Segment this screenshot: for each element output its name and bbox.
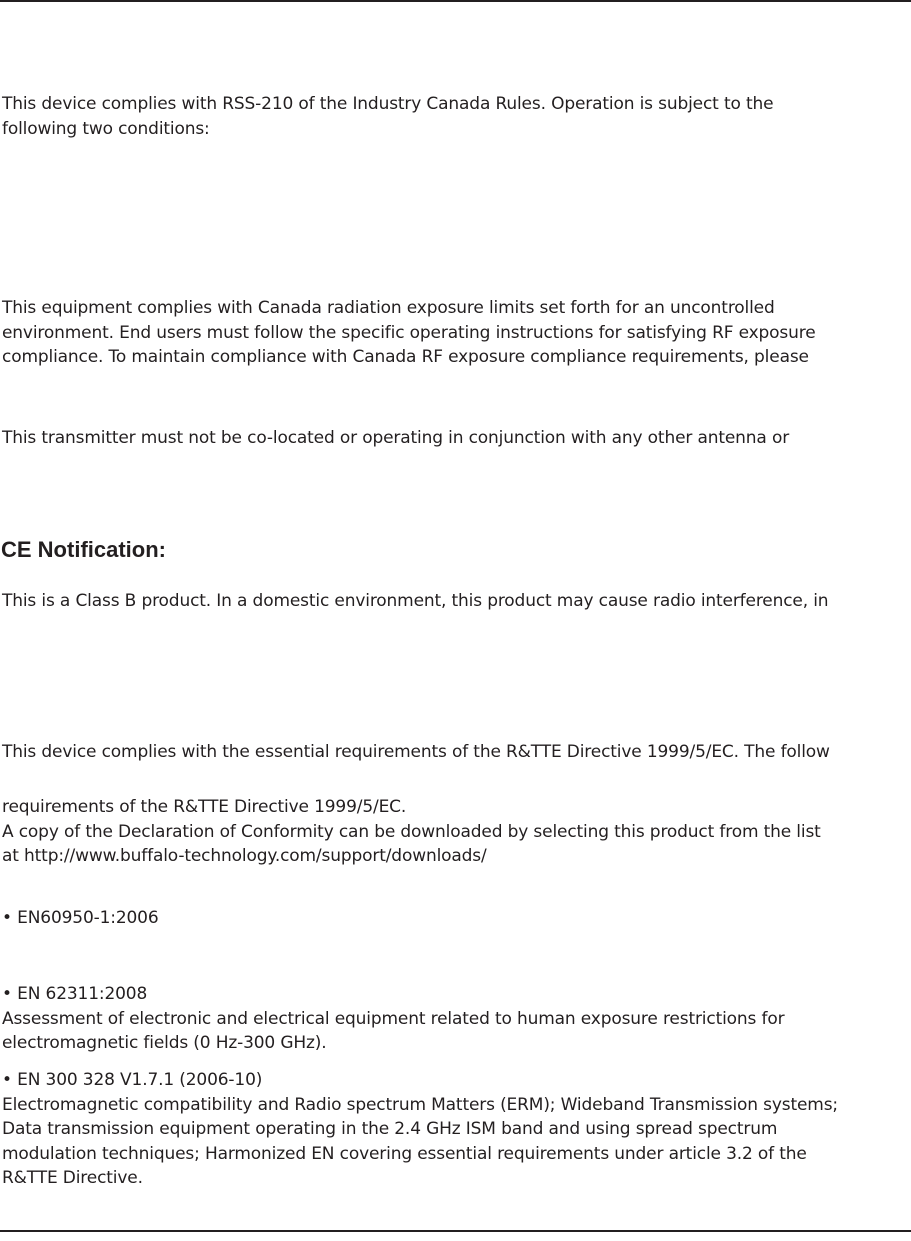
top-rule bbox=[0, 0, 911, 2]
text-line: • EN60950-1:2006 bbox=[2, 908, 159, 928]
ic-intro-paragraph bbox=[2, 92, 773, 141]
text-line: A copy of the Declaration of Conformity can be downloaded by selecting this product from the list bbox=[2, 821, 821, 842]
ic-exposure-paragraph bbox=[2, 296, 816, 370]
standard-en300328 bbox=[2, 1068, 838, 1191]
text-line: environment. End users must follow the specific operating instructions for satisfying RF exposure bbox=[2, 322, 816, 343]
text-line: • EN 62311:2008 bbox=[2, 984, 148, 1004]
text-line: requirements of the R&TTE Directive 1999/5/EC. bbox=[2, 797, 407, 817]
ic-colocate-paragraph bbox=[2, 426, 789, 451]
text-line: Data transmission equipment operating in the 2.4 GHz ISM band and using spread spectrum bbox=[2, 1119, 778, 1139]
text-line: This is a Class B product. In a domestic environment, this product may cause radio interference, in bbox=[2, 591, 829, 611]
ce-classb-paragraph bbox=[2, 589, 828, 614]
text-line: This device complies with the essential requirements of the R&TTE Directive 1999/5/EC. The follow bbox=[2, 742, 830, 762]
standard-en62311 bbox=[2, 982, 784, 1056]
text-line: following two conditions: bbox=[2, 118, 210, 139]
text-line: This transmitter must not be co-located or operating in conjunction with any other antenna or bbox=[2, 428, 790, 448]
text-line: compliance. To maintain compliance with Canada RF exposure compliance requirements, please bbox=[2, 347, 809, 367]
text-line: at http://www.buffalo-technology.com/support/downloads/ bbox=[2, 846, 487, 866]
text-line: Electromagnetic compatibility and Radio spectrum Matters (ERM); Wideband Transmission systems; bbox=[2, 1094, 838, 1115]
text-line: modulation techniques; Harmonized EN covering essential requirements under article 3.2 of the bbox=[2, 1143, 807, 1164]
bottom-rule bbox=[0, 1230, 911, 1232]
text-line: This equipment complies with Canada radiation exposure limits set forth for an uncontrolled bbox=[2, 298, 775, 318]
rtte-intro-paragraph bbox=[2, 740, 830, 765]
text-line: electromagnetic fields (0 Hz-300 GHz). bbox=[2, 1033, 327, 1053]
ce-notification-heading: CE Notification: bbox=[1, 537, 166, 562]
text-line: This device complies with RSS-210 of the Industry Canada Rules. Operation is subject to the bbox=[2, 94, 774, 114]
rtte-cont-paragraph bbox=[2, 795, 821, 869]
text-line: • EN 300 328 V1.7.1 (2006-10) bbox=[2, 1070, 263, 1090]
text-line: R&TTE Directive. bbox=[2, 1168, 143, 1188]
text-line: Assessment of electronic and electrical equipment related to human exposure restrictions for bbox=[2, 1008, 785, 1029]
standard-en60950 bbox=[2, 906, 159, 931]
